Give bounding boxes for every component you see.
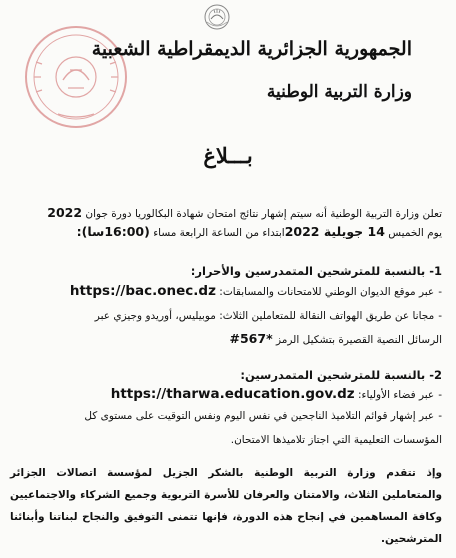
section-2-item-1: -عبر فضاء الأولياء: https://tharwa.education.gov.dz [110,386,442,402]
intro-line-1 [10,205,442,222]
section-1-item-1-text: عبر موقع الديوان الوطني للامتحانات والمسابقات: [219,286,435,298]
intro-line-2 [10,224,442,241]
section-2-item-2-line-1: عبر إشهار قوائم التلاميذ الناجحين في نفس اليوم ونفس التوقيت على مستوى كل [84,410,435,422]
coat-of-arms-emblem [199,2,235,32]
section-1-item-1: -عبر موقع الديوان الوطني للامتحانات والمسابقات: https://bac.onec.dz [69,283,442,299]
results-date: 14 جويلية 2022 [284,224,385,239]
section-1-item-2-line-1: مجانا عن طريق الهواتف النقالة للمتعاملين الثلاث: موبيليس، أوريدو وجيزي عبر [94,310,435,322]
results-time: (16:00سا): [76,224,150,239]
section-1-item-2-line-2: الرسائل النصية القصيرة بتشكيل الرمز [275,334,442,346]
announcement-title: بـــلاغ [203,143,253,168]
closing-paragraph: وإذ تتقدم وزارة التربية الوطنية بالشكر الجزيل لمؤسسة اتصالات الجزائر والمتعاملين الثلاث، والامتنان والعرفان للأسرة التربوية وجميع الشركاء والاجتماعيين وكافة المساهمين في إنجاح هذه الدورة، فإنها تتمنى التوفيق والنجاح لبناتنا وأبنائنا المترشحين. [10,467,442,545]
exam-year: 2022 [47,205,83,220]
onec-website-link[interactable]: https://bac.onec.dz [69,283,216,299]
tharwa-website-link[interactable]: https://tharwa.education.gov.dz [110,386,355,402]
section-2-title: 2- بالنسبة للمترشحين المتمدرسين: [240,368,442,382]
ministry-name: وزارة التربية الوطنية [266,82,412,102]
intro-day: يوم الخميس [388,227,442,239]
section-1-title: 1- بالنسبة للمترشحين المتمدرسين والأحرار: [190,264,442,278]
republic-name: الجمهورية الجزائرية الديمقراطية الشعبية [91,38,412,60]
intro-line-1-text: تعلن وزارة التربية الوطنية أنه سيتم إشهار نتائج امتحان شهادة البكالوريا دورة جوان [85,208,442,220]
section-1-item-2: -مجانا عن طريق الهواتف النقالة للمتعاملين الثلاث: موبيليس، أوريدو وجيزي عبر الرسائل النصية القصيرة بتشكيل الرمز #567* [94,310,442,346]
section-2-item-1-text: عبر فضاء الأولياء: [358,389,435,401]
section-2-item-2-line-2: المؤسسات التعليمية التي اجتاز تلاميذها الامتحان. [230,434,442,446]
intro-time-text: ابتداء من الساعة الرابعة مساء [153,227,285,239]
intro-paragraph [10,205,442,241]
section-2-item-2: -عبر إشهار قوائم التلاميذ الناجحين في نفس اليوم ونفس التوقيت على مستوى كل المؤسسات التعليمية التي اجتاز تلاميذها الامتحان. [84,410,442,446]
sms-code: #567* [229,331,273,346]
